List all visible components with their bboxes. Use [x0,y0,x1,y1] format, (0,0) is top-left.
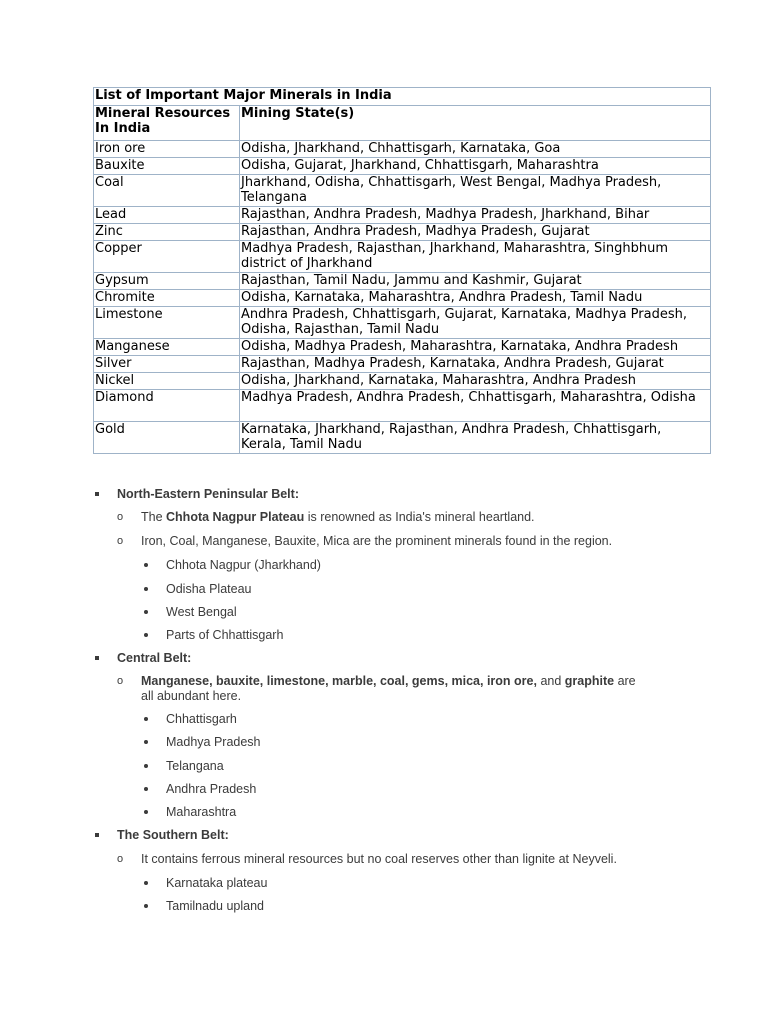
states-cell: Madhya Pradesh, Andhra Pradesh, Chhattisgarh, Maharashtra, Odisha [240,390,711,422]
table-row [94,307,711,339]
dot-bullet-icon [144,610,148,614]
states-cell: Rajasthan, Andhra Pradesh, Madhya Pradesh, Jharkhand, Bihar [240,207,711,224]
circle-bullet-icon: o [117,853,124,865]
dot-bullet-icon [144,587,148,591]
dot-bullet-icon [144,740,148,744]
dot-bullet-icon [144,810,148,814]
dot-bullet-icon [144,563,148,567]
states-cell: Andhra Pradesh, Chhattisgarh, Gujarat, Karnataka, Madhya Pradesh, Odisha, Rajasthan, Tamil Nadu [240,307,711,339]
mineral-cell: Coal [94,175,240,207]
states-cell: Rajasthan, Andhra Pradesh, Madhya Pradesh, Gujarat [240,224,711,241]
table-row [94,356,711,373]
central-region-item: Telangana [166,759,224,773]
table-row [94,141,711,158]
central-point-line-2: all abundant here. [141,689,242,703]
table-row [94,373,711,390]
table-row [94,175,711,207]
states-cell: Madhya Pradesh, Rajasthan, Jharkhand, Maharashtra, Singhbhum district of Jharkhand [240,241,711,273]
square-bullet-icon [95,656,99,660]
dot-bullet-icon [144,904,148,908]
table-row [94,422,711,454]
circle-bullet-icon: o [117,535,124,547]
central-region-item: Chhattisgarh [166,712,237,726]
belt-heading-north-eastern: North-Eastern Peninsular Belt: [117,487,299,501]
ne-region-item: Odisha Plateau [166,582,252,596]
states-cell: Jharkhand, Odisha, Chhattisgarh, West Bengal, Madhya Pradesh, Telangana [240,175,711,207]
central-point-line-1: Manganese, bauxite, limestone, marble, coal, gems, mica, iron ore, and graphite are [141,674,636,688]
table-row [94,290,711,307]
square-bullet-icon [95,833,99,837]
circle-bullet-icon: o [117,675,124,687]
ne-region-item: Parts of Chhattisgarh [166,628,284,642]
dot-bullet-icon [144,881,148,885]
table-header-row [94,106,711,141]
mineral-cell: Zinc [94,224,240,241]
mineral-cell: Diamond [94,390,240,422]
mineral-cell: Lead [94,207,240,224]
table-row [94,158,711,175]
dot-bullet-icon [144,717,148,721]
dot-bullet-icon [144,764,148,768]
ne-region-item: Chhota Nagpur (Jharkhand) [166,558,321,572]
mineral-cell: Limestone [94,307,240,339]
mineral-cell: Silver [94,356,240,373]
circle-bullet-icon: o [117,511,124,523]
mineral-cell: Gold [94,422,240,454]
dot-bullet-icon [144,787,148,791]
table-row [94,207,711,224]
belt-heading-southern: The Southern Belt: [117,828,229,842]
states-cell: Odisha, Karnataka, Maharashtra, Andhra Pradesh, Tamil Nadu [240,290,711,307]
square-bullet-icon [95,492,99,496]
table-row [94,339,711,356]
states-cell: Odisha, Gujarat, Jharkhand, Chhattisgarh, Maharashtra [240,158,711,175]
minerals-table [93,87,711,454]
states-cell: Karnataka, Jharkhand, Rajasthan, Andhra Pradesh, Chhattisgarh, Kerala, Tamil Nadu [240,422,711,454]
header-mineral: Mineral Resources In India [94,106,240,141]
mineral-cell: Gypsum [94,273,240,290]
dot-bullet-icon [144,633,148,637]
mineral-cell: Iron ore [94,141,240,158]
table-title: List of Important Major Minerals in India [94,88,711,106]
southern-point: It contains ferrous mineral resources but no coal reserves other than lignite at Neyveli. [141,852,617,866]
header-states: Mining State(s) [240,106,711,141]
states-cell: Odisha, Jharkhand, Karnataka, Maharashtra, Andhra Pradesh [240,373,711,390]
table-row [94,273,711,290]
states-cell: Rajasthan, Tamil Nadu, Jammu and Kashmir, Gujarat [240,273,711,290]
ne-point-2: Iron, Coal, Manganese, Bauxite, Mica are the prominent minerals found in the region. [141,534,613,548]
belt-heading-central: Central Belt: [117,651,192,665]
table-row [94,390,711,422]
central-region-item: Madhya Pradesh [166,735,261,749]
ne-region-item: West Bengal [166,605,237,619]
mineral-cell: Manganese [94,339,240,356]
table-title-row [94,88,711,106]
central-region-item: Andhra Pradesh [166,782,257,796]
states-cell: Rajasthan, Madhya Pradesh, Karnataka, Andhra Pradesh, Gujarat [240,356,711,373]
southern-region-item: Tamilnadu upland [166,899,264,913]
states-cell: Odisha, Jharkhand, Chhattisgarh, Karnataka, Goa [240,141,711,158]
table-row [94,241,711,273]
states-cell: Odisha, Madhya Pradesh, Maharashtra, Karnataka, Andhra Pradesh [240,339,711,356]
southern-region-item: Karnataka plateau [166,876,268,890]
table-row [94,224,711,241]
ne-point-1: The Chhota Nagpur Plateau is renowned as India's mineral heartland. [141,510,535,524]
central-region-item: Maharashtra [166,805,237,819]
mineral-cell: Chromite [94,290,240,307]
mineral-cell: Bauxite [94,158,240,175]
mineral-cell: Copper [94,241,240,273]
mineral-cell: Nickel [94,373,240,390]
